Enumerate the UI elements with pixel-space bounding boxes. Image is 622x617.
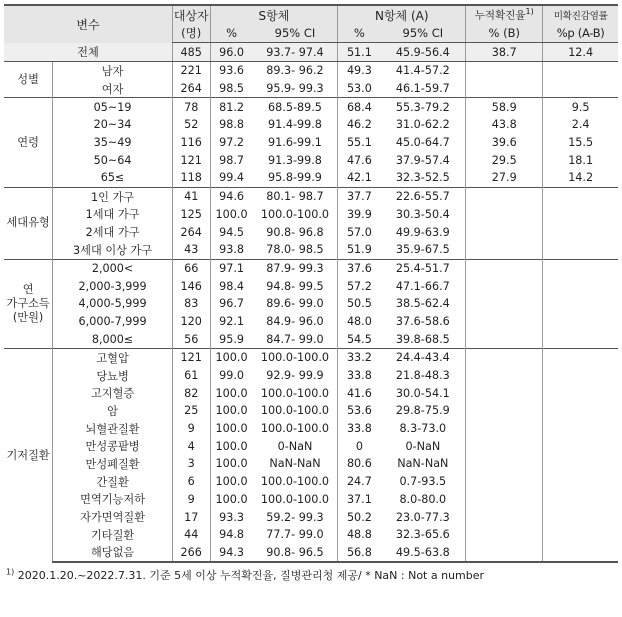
unconfirmed-cell: [543, 259, 618, 277]
cumulative-cell: 43.8: [466, 116, 543, 134]
unconfirmed-cell: 18.1: [543, 151, 618, 169]
cumulative-cell: [466, 206, 543, 224]
s-ci-cell: 100.0-100.0: [260, 386, 330, 400]
table-row: [4, 349, 618, 367]
table-row: [4, 313, 618, 331]
unconfirmed-cell: [543, 491, 618, 509]
n-pct-cell: 53.0: [338, 80, 381, 98]
n-pct-cell: 41.6: [338, 384, 381, 402]
table-row: [4, 98, 618, 116]
subjects-cell: 17: [172, 508, 210, 526]
subjects-cell: 41: [172, 187, 210, 205]
unconfirmed-cell: 14.2: [543, 169, 618, 187]
n-ci-cell: 23.0-77.3: [395, 510, 450, 524]
subgroup-cell: 05~19: [53, 98, 173, 116]
n-pct-cell: 46.2: [338, 116, 381, 134]
s-pct-cell: 81.2: [210, 98, 253, 116]
n-pct-cell: 48.8: [338, 526, 381, 544]
n-pct-cell: 33.2: [338, 349, 381, 367]
subgroup-cell: 4,000-5,999: [53, 295, 173, 313]
subjects-cell: 78: [172, 98, 210, 116]
n-pct-cell: 33.8: [338, 420, 381, 438]
subjects-cell: 125: [172, 206, 210, 224]
cumulative-cell: [466, 544, 543, 563]
unconfirmed-cell: [543, 544, 618, 563]
subjects-cell: 56: [172, 330, 210, 348]
s-ci-cell: 94.8- 99.5: [266, 279, 324, 293]
total-s-ci: 93.7- 97.4: [253, 43, 338, 62]
cumulative-cell: [466, 295, 543, 313]
n-pct-cell: 24.7: [338, 473, 381, 491]
table-row: [4, 295, 618, 313]
n-ci-cell: 30.3-50.4: [395, 207, 450, 221]
s-pct-cell: 98.4: [210, 277, 253, 295]
subjects-unit-header: (명): [172, 24, 210, 43]
s-pct-cell: 100.0: [210, 384, 253, 402]
subjects-cell: 6: [172, 473, 210, 491]
subjects-header: 대상자: [172, 5, 210, 24]
cumulative-header-label: 누적확진율: [474, 9, 526, 22]
cumulative-cell: [466, 277, 543, 295]
n-ci-cell: 49.9-63.9: [395, 225, 450, 239]
table-row: [4, 116, 618, 134]
cumulative-cell: 27.9: [466, 169, 543, 187]
subgroup-cell: 6,000-7,999: [53, 313, 173, 331]
s-ci-header: 95% CI: [253, 24, 338, 43]
unconfirmed-unit-header: %p (A-B): [543, 24, 618, 43]
cumulative-cell: 39.6: [466, 134, 543, 152]
total-n-ci: 45.9-56.4: [380, 43, 465, 62]
cumulative-cell: [466, 80, 543, 98]
s-ci-cell: 90.8- 96.5: [253, 544, 338, 563]
table-row: [4, 420, 618, 438]
subgroup-cell: 뇌혈관질환: [53, 420, 173, 438]
subgroup-cell: 35~49: [53, 134, 173, 152]
n-ci-cell: 29.8-75.9: [395, 404, 450, 418]
s-pct-cell: 94.5: [210, 223, 253, 241]
s-pct-cell: 92.1: [210, 313, 253, 331]
s-pct-cell: 100.0: [210, 437, 253, 455]
cumulative-cell: [466, 187, 543, 205]
cumulative-cell: [466, 349, 543, 367]
header-row-1: [4, 5, 618, 24]
subgroup-cell: 만성폐질환: [53, 455, 173, 473]
subjects-cell: 9: [172, 420, 210, 438]
cumulative-cell: [466, 491, 543, 509]
table-header: [4, 5, 618, 43]
n-ci-cell: 39.8-68.5: [395, 332, 450, 346]
table-row: [4, 80, 618, 98]
subjects-cell: 116: [172, 134, 210, 152]
table-row: [4, 134, 618, 152]
cumulative-cell: [466, 508, 543, 526]
cumulative-cell: [466, 402, 543, 420]
unconfirmed-cell: [543, 508, 618, 526]
subjects-cell: 146: [172, 277, 210, 295]
n-ci-cell: 37.6-58.6: [395, 314, 450, 328]
cumulative-unit-header: % (B): [466, 24, 543, 43]
unconfirmed-cell: [543, 384, 618, 402]
n-ci-cell: 8.0-80.0: [399, 492, 447, 506]
subgroup-cell: 해당없음: [53, 544, 173, 563]
unconfirmed-cell: [543, 313, 618, 331]
s-pct-cell: 100.0: [210, 349, 253, 367]
group-label: 연령: [4, 98, 53, 187]
table-row: [4, 223, 618, 241]
n-ci-header: 95% CI: [380, 24, 465, 43]
subjects-cell: 44: [172, 526, 210, 544]
unconfirmed-cell: [543, 437, 618, 455]
footnote-mark: 1): [6, 567, 15, 577]
subjects-cell: 4: [172, 437, 210, 455]
subjects-cell: 3: [172, 455, 210, 473]
cumulative-footnote-mark: 1): [525, 7, 534, 17]
s-pct-cell: 96.7: [210, 295, 253, 313]
subjects-cell: 43: [172, 241, 210, 259]
unconfirmed-cell: [543, 455, 618, 473]
total-n-pct: 51.1: [338, 43, 381, 62]
subgroup-cell: 남자: [53, 62, 173, 80]
subgroup-cell: 여자: [53, 80, 173, 98]
n-ci-cell: 37.9-57.4: [395, 153, 450, 167]
subjects-cell: 25: [172, 402, 210, 420]
s-pct-cell: 94.3: [210, 544, 253, 563]
unconfirmed-cell: 2.4: [543, 116, 618, 134]
table-row: [4, 277, 618, 295]
subgroup-cell: 3세대 이상 가구: [53, 241, 173, 259]
s-ci-cell: 90.8- 96.8: [266, 225, 324, 239]
cumulative-cell: [466, 62, 543, 80]
s-ci-cell: 100.0-100.0: [260, 404, 330, 418]
subgroup-cell: 자가면역질환: [53, 508, 173, 526]
subgroup-cell: 2,000<: [53, 259, 173, 277]
cumulative-cell: [466, 313, 543, 331]
cumulative-cell: [466, 420, 543, 438]
n-pct-cell: 54.5: [338, 330, 381, 348]
s-ci-cell: 89.3- 96.2: [253, 62, 338, 80]
n-ci-cell: 30.0-54.1: [395, 386, 450, 400]
s-ci-cell: 77.7- 99.0: [266, 528, 324, 542]
subgroup-cell: 50~64: [53, 151, 173, 169]
s-pct-cell: 100.0: [210, 491, 253, 509]
table-row: [4, 151, 618, 169]
table-row: [4, 384, 618, 402]
s-pct-cell: 98.7: [210, 151, 253, 169]
n-pct-cell: 50.5: [338, 295, 381, 313]
n-pct-header: %: [338, 24, 381, 43]
subjects-cell: 266: [172, 544, 210, 563]
subgroup-cell: 고지혈증: [53, 384, 173, 402]
s-pct-cell: 99.0: [210, 367, 253, 385]
unconfirmed-header: 미확진감염률: [543, 5, 618, 24]
table-row: [4, 491, 618, 509]
unconfirmed-cell: [543, 295, 618, 313]
subgroup-cell: 65≤: [53, 169, 173, 187]
s-ci-cell: 92.9- 99.9: [266, 369, 324, 383]
total-label: 전체: [4, 43, 172, 62]
s-ci-cell: 100.0-100.0: [260, 422, 330, 436]
subjects-cell: 66: [172, 259, 210, 277]
s-ci-cell: 91.4-99.8: [268, 118, 322, 132]
s-ci-cell: 100.0-100.0: [253, 349, 338, 367]
cumulative-cell: [466, 241, 543, 259]
subjects-cell: 52: [172, 116, 210, 134]
cumulative-cell: [466, 437, 543, 455]
total-row: [4, 43, 618, 62]
unconfirmed-cell: [543, 277, 618, 295]
table-row: [4, 62, 618, 80]
s-ci-cell: 91.6-99.1: [268, 136, 322, 150]
n-ci-cell: 32.3-52.5: [395, 171, 450, 185]
subjects-cell: 120: [172, 313, 210, 331]
table-row: [4, 169, 618, 187]
n-ci-cell: 55.3-79.2: [380, 98, 465, 116]
s-pct-cell: 97.1: [210, 259, 253, 277]
unconfirmed-cell: [543, 367, 618, 385]
subgroup-cell: 1세대 가구: [53, 206, 173, 224]
s-pct-cell: 93.6: [210, 62, 253, 80]
n-pct-cell: 80.6: [338, 455, 381, 473]
s-ci-cell: 78.0- 98.5: [266, 243, 324, 257]
n-pct-cell: 37.6: [338, 259, 381, 277]
n-pct-cell: 47.6: [338, 151, 381, 169]
total-s-pct: 96.0: [210, 43, 253, 62]
n-ci-cell: 31.0-62.2: [395, 118, 450, 132]
subgroup-cell: 만성콩팥병: [53, 437, 173, 455]
table-row: [4, 367, 618, 385]
cumulative-cell: 29.5: [466, 151, 543, 169]
cumulative-cell: 58.9: [466, 98, 543, 116]
n-ci-cell: 46.1-59.7: [395, 82, 450, 96]
s-pct-cell: 94.6: [210, 187, 253, 205]
group-label: 연 가구소득 (만원): [4, 259, 53, 348]
s-pct-cell: 100.0: [210, 206, 253, 224]
s-ci-cell: 84.7- 99.0: [266, 332, 324, 346]
n-ci-cell: 35.9-67.5: [395, 243, 450, 257]
n-ci-cell: NaN-NaN: [397, 457, 449, 471]
s-ci-cell: 68.5-89.5: [253, 98, 338, 116]
n-ci-cell: 47.1-66.7: [395, 279, 450, 293]
table-row: [4, 508, 618, 526]
cumulative-cell: [466, 330, 543, 348]
subgroup-cell: 암: [53, 402, 173, 420]
subjects-cell: 264: [172, 80, 210, 98]
unconfirmed-cell: [543, 526, 618, 544]
s-pct-header: %: [210, 24, 253, 43]
table-row: [4, 187, 618, 205]
n-pct-cell: 56.8: [338, 544, 381, 563]
unconfirmed-cell: [543, 402, 618, 420]
group-label: 기저질환: [4, 349, 53, 563]
group-label: 성별: [4, 62, 53, 98]
unconfirmed-cell: [543, 349, 618, 367]
cumulative-cell: [466, 384, 543, 402]
subjects-cell: 221: [172, 62, 210, 80]
cumulative-cell: [466, 367, 543, 385]
table-row: [4, 526, 618, 544]
n-pct-cell: 39.9: [338, 206, 381, 224]
s-ci-cell: 91.3-99.8: [268, 153, 322, 167]
subgroup-cell: 면역기능저하: [53, 491, 173, 509]
n-ci-cell: 38.5-62.4: [395, 297, 450, 311]
n-ci-cell: 32.3-65.6: [395, 528, 450, 542]
group-label: 세대유형: [4, 187, 53, 259]
unconfirmed-cell: [543, 330, 618, 348]
unconfirmed-cell: [543, 420, 618, 438]
n-ci-cell: 0-NaN: [405, 439, 441, 453]
subgroup-cell: 간질환: [53, 473, 173, 491]
s-pct-cell: 100.0: [210, 402, 253, 420]
unconfirmed-cell: [543, 241, 618, 259]
s-pct-cell: 100.0: [210, 473, 253, 491]
subjects-cell: 264: [172, 223, 210, 241]
s-ci-cell: 100.0-100.0: [260, 475, 330, 489]
unconfirmed-cell: [543, 187, 618, 205]
footnote: [6, 567, 622, 583]
unconfirmed-cell: [543, 473, 618, 491]
n-pct-cell: 55.1: [338, 134, 381, 152]
table-row: [4, 330, 618, 348]
unconfirmed-cell: [543, 62, 618, 80]
n-pct-cell: 57.0: [338, 223, 381, 241]
subjects-cell: 118: [172, 169, 210, 187]
cumulative-cell: [466, 473, 543, 491]
subgroup-cell: 2,000-3,999: [53, 277, 173, 295]
n-pct-cell: 68.4: [338, 98, 381, 116]
table-row: [4, 455, 618, 473]
subjects-cell: 121: [172, 151, 210, 169]
n-ci-cell: 49.5-63.8: [380, 544, 465, 563]
subgroup-cell: 20~34: [53, 116, 173, 134]
s-ci-cell: 100.0-100.0: [260, 492, 330, 506]
total-unconfirmed: 12.4: [543, 43, 618, 62]
s-ci-cell: 84.9- 96.0: [266, 314, 324, 328]
n-pct-cell: 48.0: [338, 313, 381, 331]
subjects-cell: 9: [172, 491, 210, 509]
s-ci-cell: 59.2- 99.3: [266, 510, 324, 524]
s-ci-cell: 95.9- 99.3: [266, 82, 324, 96]
footnote-text: 2020.1.20.~2022.7.31. 기준 5세 이상 누적확진율, 질병관리청 제공/ * NaN : Not a number: [14, 569, 485, 583]
s-ci-cell: NaN-NaN: [269, 457, 321, 471]
unconfirmed-cell: [543, 80, 618, 98]
subjects-cell: 82: [172, 384, 210, 402]
total-n: 485: [172, 43, 210, 62]
s-pct-cell: 100.0: [210, 455, 253, 473]
s-ci-cell: 87.9- 99.3: [253, 259, 338, 277]
s-ci-cell: 0-NaN: [277, 439, 313, 453]
subjects-cell: 83: [172, 295, 210, 313]
cumulative-cell: [466, 526, 543, 544]
subgroup-cell: 당뇨병: [53, 367, 173, 385]
s-pct-cell: 94.8: [210, 526, 253, 544]
subgroup-cell: 기타질환: [53, 526, 173, 544]
table-row: [4, 473, 618, 491]
cumulative-cell: [466, 259, 543, 277]
table-body: [4, 43, 618, 563]
table-row: [4, 241, 618, 259]
s-pct-cell: 98.5: [210, 80, 253, 98]
n-ci-cell: 0.7-93.5: [399, 475, 447, 489]
cumulative-cell: [466, 455, 543, 473]
total-cumulative: 38.7: [466, 43, 543, 62]
cumulative-header: [466, 5, 543, 24]
subjects-cell: 121: [172, 349, 210, 367]
table-row: [4, 437, 618, 455]
s-ci-cell: 95.8-99.9: [268, 171, 322, 185]
unconfirmed-cell: [543, 223, 618, 241]
n-ci-cell: 21.8-48.3: [395, 369, 450, 383]
seroprevalence-table: [4, 4, 618, 563]
n-ci-cell: 45.0-64.7: [395, 136, 450, 150]
s-ci-cell: 80.1- 98.7: [253, 187, 338, 205]
variable-header: 변수: [4, 5, 172, 43]
n-pct-cell: 33.8: [338, 367, 381, 385]
n-ci-cell: 25.4-51.7: [380, 259, 465, 277]
s-antibody-header: S항체: [210, 5, 338, 24]
table-row: [4, 402, 618, 420]
s-pct-cell: 93.8: [210, 241, 253, 259]
s-ci-cell: 89.6- 99.0: [266, 297, 324, 311]
subgroup-cell: 8,000≤: [53, 330, 173, 348]
s-pct-cell: 98.8: [210, 116, 253, 134]
subgroup-cell: 1인 가구: [53, 187, 173, 205]
n-ci-cell: 41.4-57.2: [380, 62, 465, 80]
table-row: [4, 259, 618, 277]
table-row: [4, 206, 618, 224]
n-ci-cell: 8.3-73.0: [399, 422, 447, 436]
subgroup-cell: 고혈압: [53, 349, 173, 367]
s-ci-cell: 100.0-100.0: [260, 207, 330, 221]
n-pct-cell: 49.3: [338, 62, 381, 80]
s-pct-cell: 99.4: [210, 169, 253, 187]
n-pct-cell: 51.9: [338, 241, 381, 259]
subgroup-cell: 2세대 가구: [53, 223, 173, 241]
n-ci-cell: 24.4-43.4: [380, 349, 465, 367]
n-pct-cell: 37.1: [338, 491, 381, 509]
n-antibody-header: N항체 (A): [338, 5, 466, 24]
n-pct-cell: 0: [338, 437, 381, 455]
unconfirmed-cell: 15.5: [543, 134, 618, 152]
n-pct-cell: 53.6: [338, 402, 381, 420]
n-pct-cell: 57.2: [338, 277, 381, 295]
s-pct-cell: 97.2: [210, 134, 253, 152]
cumulative-cell: [466, 223, 543, 241]
table-row: [4, 544, 618, 563]
subjects-cell: 61: [172, 367, 210, 385]
s-pct-cell: 93.3: [210, 508, 253, 526]
n-ci-cell: 22.6-55.7: [380, 187, 465, 205]
unconfirmed-cell: 9.5: [543, 98, 618, 116]
s-pct-cell: 95.9: [210, 330, 253, 348]
n-pct-cell: 37.7: [338, 187, 381, 205]
s-pct-cell: 100.0: [210, 420, 253, 438]
unconfirmed-cell: [543, 206, 618, 224]
n-pct-cell: 42.1: [338, 169, 381, 187]
n-pct-cell: 50.2: [338, 508, 381, 526]
